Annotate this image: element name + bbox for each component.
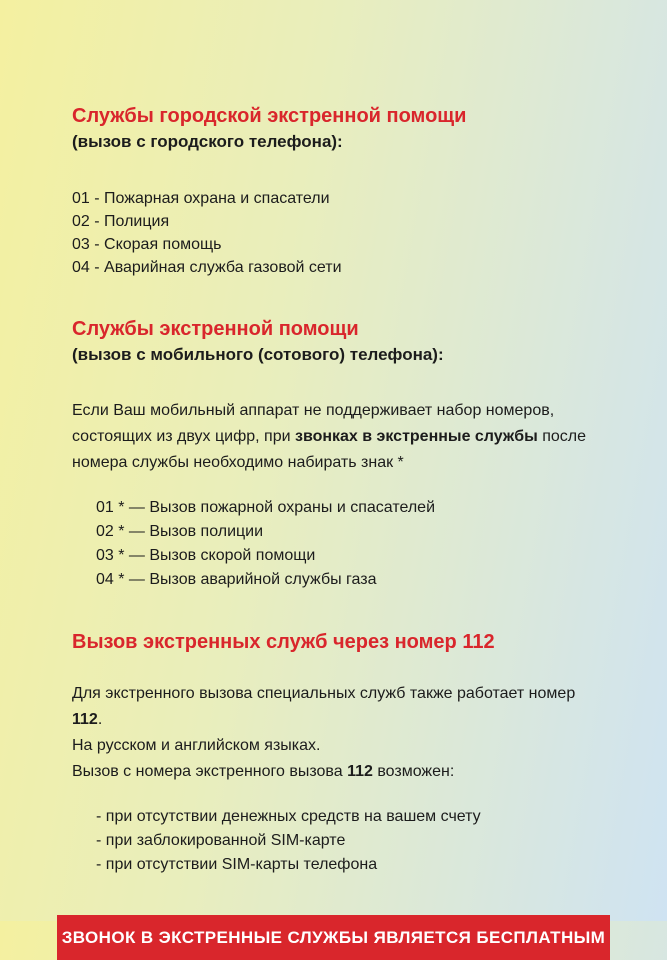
- paragraph-bold-text: 112: [72, 711, 98, 729]
- list-item: 01 - Пожарная охрана и спасатели: [72, 190, 330, 208]
- paragraph-text: после номера службы необходимо набирать знак *: [72, 428, 586, 472]
- paragraph-text: На русском и английском языках.: [72, 737, 321, 755]
- paragraph-text: .: [97, 711, 103, 729]
- section-city-services: [72, 104, 609, 279]
- section-mobile-subtitle: (вызов с мобильного (сотового) телефона):: [72, 345, 444, 365]
- paragraph-bold-text: звонках в экстренные службы: [294, 428, 538, 446]
- banner-text: ЗВОНОК В ЭКСТРЕННЫЕ СЛУЖБЫ ЯВЛЯЕТСЯ БЕСПЛАТНЫМ: [61, 927, 606, 947]
- paragraph-text: Если Ваш мобильный аппарат не поддерживает набор номеров, состоящих из двух цифр, при: [72, 402, 555, 446]
- 112-paragraph: [72, 681, 592, 785]
- paragraph-text: возможен:: [372, 763, 455, 781]
- mobile-services-list: [96, 496, 609, 592]
- list-item: 02 - Полиция: [72, 213, 170, 231]
- list-item: 01 * — Вызов пожарной охраны и спасателей: [96, 499, 436, 517]
- section-112-title: Вызов экстренных служб через номер 112: [72, 631, 495, 654]
- city-services-list: [72, 187, 609, 279]
- list-item: 04 - Аварийная служба газовой сети: [72, 259, 342, 277]
- list-item: - при отсутствии денежных средств на вашем счету: [96, 808, 481, 826]
- free-call-banner: [57, 915, 610, 960]
- mobile-instructions-paragraph: [72, 398, 592, 476]
- paragraph-text: Вызов с номера экстренного вызова: [72, 763, 348, 781]
- list-item: - при отсутствии SIM-карты телефона: [96, 856, 378, 874]
- list-item: 04 * — Вызов аварийной службы газа: [96, 571, 377, 589]
- section-city-title: Службы городской экстренной помощи: [72, 105, 467, 127]
- 112-conditions-list: [96, 805, 609, 877]
- section-112: [72, 630, 609, 877]
- paragraph-bold-text: 112: [347, 763, 373, 781]
- section-mobile-services: [72, 317, 609, 592]
- list-item: 03 - Скорая помощь: [72, 236, 222, 254]
- list-item: 02 * — Вызов полиции: [96, 523, 264, 541]
- paragraph-text: Для экстренного вызова специальных служб также работает номер: [72, 685, 576, 703]
- section-mobile-title: Службы экстренной помощи: [72, 318, 359, 341]
- list-item: 03 * — Вызов скорой помощи: [96, 547, 316, 565]
- section-city-subtitle: (вызов с городского телефона):: [72, 132, 343, 151]
- list-item: - при заблокированной SIM-карте: [96, 832, 346, 850]
